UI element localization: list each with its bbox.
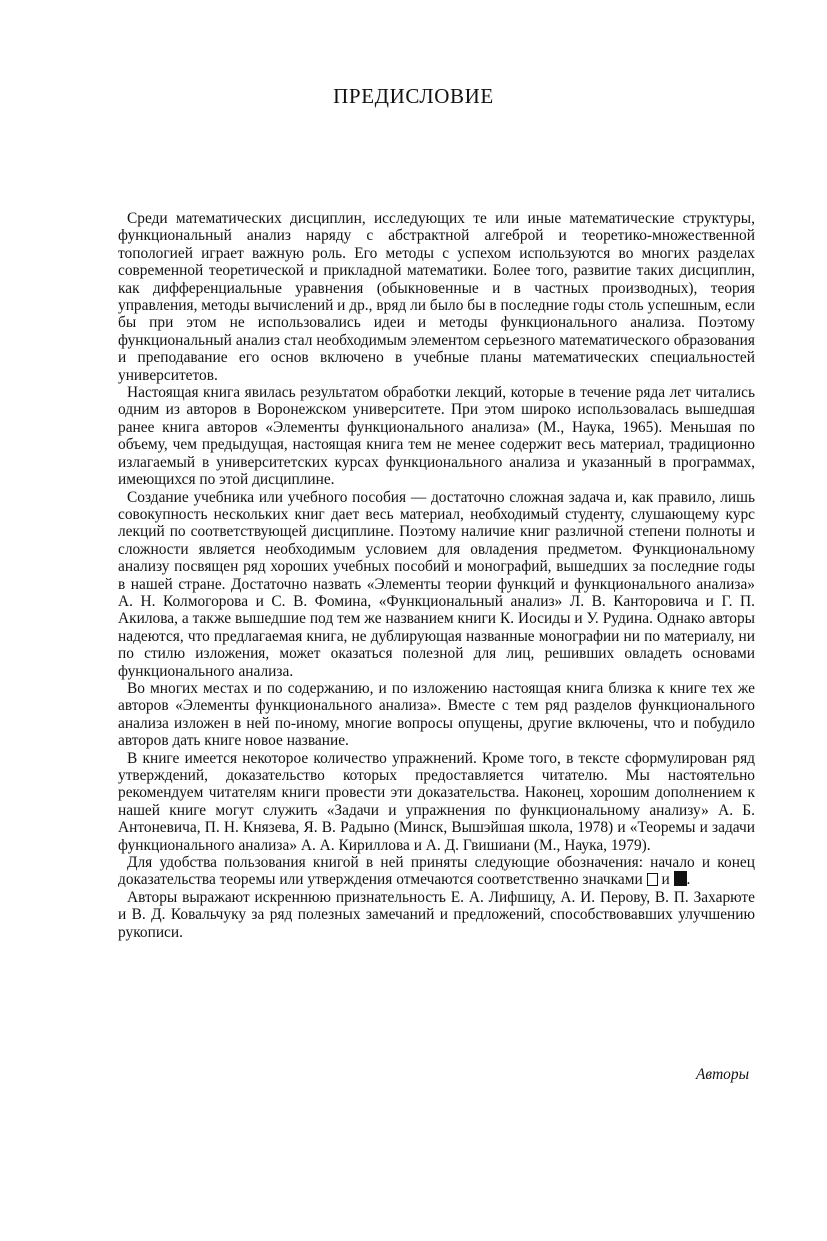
paragraph-1: Среди математических дисциплин, исследующих те или иные математические структуры, функциональный анализ наряду с абстрактной алгеброй и теоретико-множественной топологией играет важную роль. Его методы с успехом используются во многих разделах современной теоретической и прикладной математики. Более того, развитие таких дисциплин, как дифференциальные уравнения (обыкновенные и в частных производных), теория управления, методы вычислений и др., вряд ли было бы в последние годы столь успешным, если бы при этом не использовались идеи и методы функционального анализа. Поэтому функциональный анализ стал необходимым элементом серьезного математического образования и преподавание его основ включено в учебные планы математических специальностей университетов. <box>118 210 755 384</box>
signature: Авторы <box>695 1066 749 1083</box>
paragraph-3: Создание учебника или учебного пособия — достаточно сложная задача и, как правило, лишь совокупность нескольких книг дает весь материал, необходимый студенту, слушающему курс лекций по соответствующей дисциплине. Поэтому наличие книг различной степени полноты и сложности является необходимым условием для овладения предметом. Функциональному анализу посвящен ряд хороших учебных пособий и монографий, вышедших за последние годы в нашей стране. Достаточно назвать «Элементы теории функций и функционального анализа» А. Н. Колмогорова и С. В. Фомина, «Функциональный анализ» Л. В. Канторовича и Г. П. Акилова, а также вышедшие под тем же названием книги К. Иосиды и У. Рудина. Однако авторы надеются, что предлагаемая книга, не дублирующая названные монографии ни по материалу, ни по стилю изложения, может оказаться полезной для лиц, решивших овладеть основами функционального анализа. <box>118 488 755 680</box>
page-title: ПРЕДИСЛОВИЕ <box>333 84 494 108</box>
symbols-end: . <box>686 871 691 889</box>
proof-start-square-icon <box>647 873 658 886</box>
paragraph-2: Настоящая книга явилась результатом обработки лекций, которые в течение ряда лет читались одним из авторов в Воронежском университете. При этом широко использовалась вышедшая ранее книга авторов «Элементы функционального анализа» (М., Наука, 1965). Меньшая по объему, чем предыдущая, настоящая книга тем не менее содержит весь материал, традиционно излагаемый в университетских курсах функционального анализа и указанный в программах, имеющихся по этой дисциплине. <box>118 384 755 489</box>
preface-body <box>118 210 755 941</box>
proof-end-square-icon <box>674 871 687 886</box>
paragraph-7: Авторы выражают искреннюю признательность Е. А. Лифшицу, А. И. Перову, В. П. Захарюте и В. Д. Ковальчуку за ряд полезных замечаний и предложений, способствовавших улучшению рукописи. <box>118 888 755 941</box>
symbols-connector: и <box>661 871 670 889</box>
symbols-text: Для удобства пользования книгой в ней приняты следующие обозначения: начало и конец доказательства теоремы или утверждения отмечаются соответственно значками <box>118 854 755 889</box>
paragraph-4: Во многих местах и по содержанию, и по изложению настоящая книга близка к книге тех же авторов «Элементы функционального анализа». Вместе с тем ряд разделов функционального анализа изложен в ней по-иному, многие вопросы опущены, другие включены, что и побудило авторов дать книге новое название. <box>118 679 755 750</box>
paragraph-5: В книге имеется некоторое количество упражнений. Кроме того, в тексте сформулирован ряд утверждений, доказательство которых предоставляется читателю. Мы настоятельно рекомендуем читателям книги провести эти доказательства. Наконец, хорошим дополнением к нашей книге могут служить «Задачи и упражнения по функциональному анализу» А. Б. Антоневича, П. Н. Князева, Я. В. Радыно (Минск, Вышэйшая школа, 1978) и «Теоремы и задачи функционального анализа» А. А. Кириллова и А. Д. Гвишиани (М., Наука, 1979). <box>118 749 755 854</box>
paragraph-6-symbols <box>118 854 755 889</box>
